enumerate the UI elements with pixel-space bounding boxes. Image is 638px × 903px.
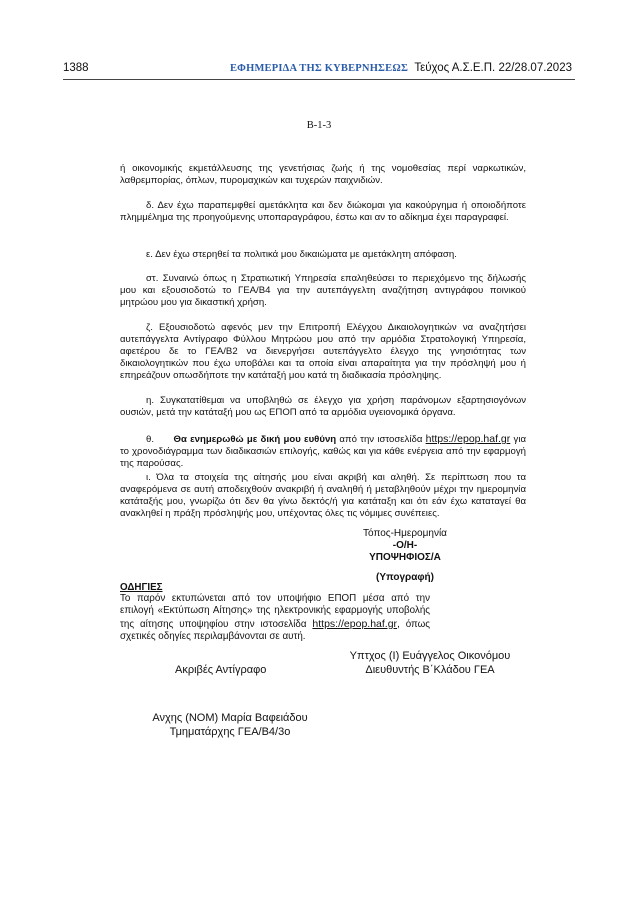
paragraph-theta xyxy=(120,433,526,470)
instructions-title: ΟΔΗΓΙΕΣ xyxy=(120,582,163,593)
paragraph-continuation: ή οικονομικής εκμετάλλευσης της γενετήσιας ζωής ή της νομοθεσίας περί ναρκωτικών, λαθρεμπορίας, όπλων, πυρομαχικών και τυχερών παιχνιδιών. xyxy=(120,163,526,187)
paragraph-epsilon: ε. Δεν έχω στερηθεί τα πολιτικά μου δικαιώματα με αμετάκλητη απόφαση. xyxy=(146,249,457,260)
paragraph-iota: ι. Όλα τα στοιχεία της αίτησής μου είναι ακριβή και αληθή. Σε περίπτωση που τα αναφερόμενα σε αυτή αποδειχθούν ανακριβή ή αναληθή ή μεταβληθούν μέχρι την ημερομηνία κατάταξής μου, γνωρίζω ότι δεν θα γίνω δεκτός/ή για κατάταξη και ότι εάν έχω καταταγεί θα ανακληθεί η πράξη πρόσληψής μου, υπέχοντας όλες τις νόμιμες συνέπειες. xyxy=(120,472,526,520)
instructions-text-end: , όπως σχετικές οδηγίες περιλαμβάνονται σε αυτή. xyxy=(120,618,430,642)
paragraph-st: στ. Συναινώ όπως η Στρατιωτική Υπηρεσία επαληθεύσει το περιεχόμενο της δήλωσής μου και εξουσιοδοτώ το ΓΕΑ/Β4 για την αυτεπάγγελτη αναζήτηση αντιγράφου ποινικού μητρώου μου για δικαστική χρήση. xyxy=(120,273,526,309)
paragraph-delta: δ. Δεν έχω παραπεμφθεί αμετάκλητα και δεν διώκομαι για κακούργημα ή οποιοδήποτε πλημμέλημα της προηγούμενης υποπαραγράφου, έστω και αν το αδίκημα έχει παραγραφεί. xyxy=(120,200,526,224)
theta-label: θ. xyxy=(146,434,155,445)
epop-link[interactable]: https://epop.haf.gr xyxy=(425,433,511,445)
instructions-text xyxy=(120,593,430,643)
header-divider xyxy=(63,79,575,80)
theta-bold-text: Θα ενημερωθώ με δική μου ευθύνη xyxy=(173,434,337,445)
theta-mid-text: από την ιστοσελίδα xyxy=(336,434,426,445)
cert-title: Τμηματάρχης ΓΕΑ/Β4/3ο xyxy=(169,726,291,738)
certified-copy-label: Ακριβές Αντίγραφο xyxy=(175,664,267,676)
signer-rank-name: Υπτχος (Ι) Ευάγγελος Οικονόμου xyxy=(349,650,511,662)
document-reference: Β-1-3 xyxy=(306,120,332,131)
page-number: 1388 xyxy=(63,62,89,74)
issue-info: Τεύχος Α.Σ.Ε.Π. 22/28.07.2023 xyxy=(414,62,572,74)
candidate-label: ΥΠΟΨΗΦΙΟΣ/Α xyxy=(369,552,441,563)
signer-title: Διευθυντής Β΄Κλάδου ΓΕΑ xyxy=(365,664,495,676)
gazette-title: ΕΦΗΜΕΡΙΔΑ ΤΗΣ ΚΥΒΕΡΝΗΣΕΩΣ xyxy=(229,63,409,74)
oh-label: -Ο/Η- xyxy=(392,540,418,551)
signature-label: (Υπογραφή) xyxy=(376,572,434,583)
instructions-text-start: Το παρόν εκτυπώνεται από τον υποψήφιο ΕΠΟΠ μέσα από την επιλογή «Εκτύπωση Αίτησης» της ηλεκτρονικής εφαρμογής υποβολής της αίτησης υποψηφίου στην ιστοσελίδα xyxy=(120,593,430,630)
instructions-link[interactable]: https://epop.haf.gr xyxy=(312,617,398,630)
theta-end-text: για το χρονοδιάγραμμα των διαδικασιών επιλογής, καθώς και για κάθε ενέργεια από την εφαρμογή της παρούσας. xyxy=(120,434,527,470)
paragraph-zeta: ζ. Εξουσιοδοτώ αφενός μεν την Επιτροπή Ελέγχου Δικαιολογητικών να αναζητήσει αυτεπάγγελτα Αντίγραφο Φύλλου Μητρώου μου από την αρμόδια Στρατολογική Υπηρεσία, αφετέρου δε το ΓΕΑ/Β2 να διενεργήσει αυτεπάγγελτο έλεγχο της γνησιότητας των δικαιολογητικών που έχω υποβάλει και τα οποία είναι απαραίτητα για την πρόσληψή μου ή επηρεάζουν οπωσδήποτε την κατάταξή μου κατά τη διαδικασία πρόσληψης. xyxy=(120,322,526,382)
place-date-label: Τόπος-Ημερομηνία xyxy=(363,528,447,539)
paragraph-eta: η. Συγκατατίθεμαι να υποβληθώ σε έλεγχο για χρήση παράνομων εξαρτησιογόνων ουσιών, μετά την κατάταξή μου ως ΕΠΟΠ από τα αρμόδια υγειονομικά όργανα. xyxy=(120,395,526,419)
cert-rank-name: Ανχης (ΝΟΜ) Μαρία Βαφειάδου xyxy=(152,712,308,724)
